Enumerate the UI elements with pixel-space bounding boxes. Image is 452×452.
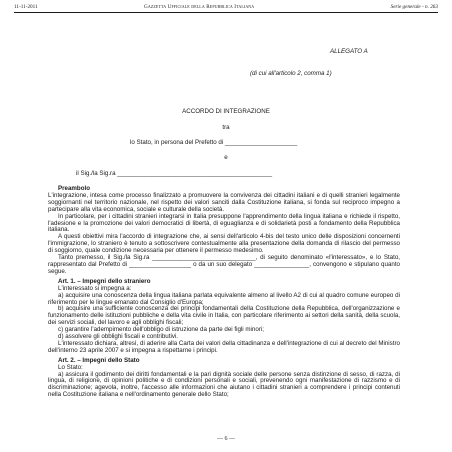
article-1-item: b) acquisire una sufficiente conoscenza dei principi fondamentali della Costituzione della Repubblica, dell'organizzazione e funzionamento delle istituzioni pubbliche e della vita civile in Italia, con particolare riferimento ai settori della sanità, della scuola, dei servizi sociali, del lavoro e agli obblighi fiscali; bbox=[48, 305, 400, 327]
article-1-item: d) assolvere gli obblighi fiscali e contributivi. bbox=[58, 333, 179, 341]
and-word: e bbox=[224, 154, 228, 161]
article-1-item: a) acquisire una conoscenza della lingua italiana parlata equivalente almeno al livello A2 di cui al quadro comune europeo di riferimento per le lingue emanato dal Consiglio d'Europa; bbox=[48, 291, 400, 306]
preamble-heading: Preambolo bbox=[58, 185, 90, 192]
preamble-paragraph: L'integrazione, intesa come processo finalizzato a promuovere la convivenza dei cittadini italiani e di quelli stranieri legalmente soggiornanti nel territorio nazionale, nel rispetto dei valori sanciti dalla Costituzione italiana, si fonda sul reciproco impegno a partecipare alla vita economica, sociale e culturale della società. bbox=[48, 191, 400, 213]
document-title: ACCORDO DI INTEGRAZIONE bbox=[182, 108, 270, 115]
preamble-paragraph: A questi obiettivi mira l'accordo di integrazione che, ai sensi dell'articolo 4-bis del testo unico delle disposizioni concernenti l'immigrazione, lo straniero è tenuto a sottoscrivere contestualmente alla presentazione della domanda di rilascio del permesso di soggiorno, quale condizione necessaria per ottenere il permesso medesimo. bbox=[48, 233, 400, 255]
allegato-label: ALLEGATO A bbox=[330, 48, 368, 55]
article-2-heading: Art. 2. – Impegni dello Stato bbox=[58, 356, 140, 364]
article-reference: (di cui all'articolo 2, comma 1) bbox=[250, 70, 332, 77]
header-series: Serie generale - n. 263 bbox=[390, 4, 438, 10]
article-2-item: a) assicura il godimento dei diritti fondamentali e la pari dignità sociale delle persone senza distinzione di sesso, di razza, di lingua, di religione, di opinioni politiche e di condizioni personali e sociali, prevenendo ogni manifestazione di razzismo e di discriminazione; agevola, inoltre, l'accesso alle informazioni che aiutano i cittadini stranieri a comprendere i principi contenuti nella Costituzione italiana e nell'ordinamento generale dello Stato; bbox=[48, 370, 400, 399]
preamble-paragraph: Tanto premesso, il Sig./la Sig.ra ______________________________, di seguito denominato «l'interessato», e lo Stato, rappresentato dal Prefetto di __________________ o da un suo delegato ________________, convengono e stipulano quanto segue. bbox=[48, 254, 400, 275]
article-1-closing: L'interessato dichiara, altresì, di aderire alla Carta dei valori della cittadinanza e dell'integrazione di cui al decreto del Ministro dell'interno 23 aprile 2007 e si impegna a rispettarne i principi. bbox=[48, 339, 400, 354]
article-1-heading: Art. 1. – Impegni dello straniero bbox=[58, 277, 151, 285]
between-word: tra bbox=[222, 124, 230, 131]
header-date: 11-11-2011 bbox=[14, 4, 38, 10]
header-rule bbox=[14, 12, 438, 13]
article-1-item: c) garantire l'adempimento dell'obbligo di istruzione da parte dei figli minori; bbox=[58, 326, 264, 334]
page-number: — 6 — bbox=[217, 436, 235, 442]
preamble-paragraph: In particolare, per i cittadini stranieri integrarsi in Italia presuppone l'apprendimento della lingua italiana e richiede il rispetto, l'adesione e la promozione dei valori democratici di libertà, di eguaglianza e di solidarietà posti a fondamento della Repubblica italiana. bbox=[48, 212, 400, 234]
foreigner-party-line: il Sig./la Sig.ra _____________________________________________ bbox=[76, 170, 273, 177]
header-publication: Gazzetta Ufficiale della Repubblica Italiana bbox=[144, 4, 255, 10]
article-2-intro: Lo Stato: bbox=[58, 363, 83, 371]
state-party-line: lo Stato, in persona del Prefetto di _____________________ bbox=[130, 139, 298, 146]
document-body bbox=[48, 186, 400, 399]
article-1-intro: L'interessato si impegna a: bbox=[58, 284, 132, 292]
